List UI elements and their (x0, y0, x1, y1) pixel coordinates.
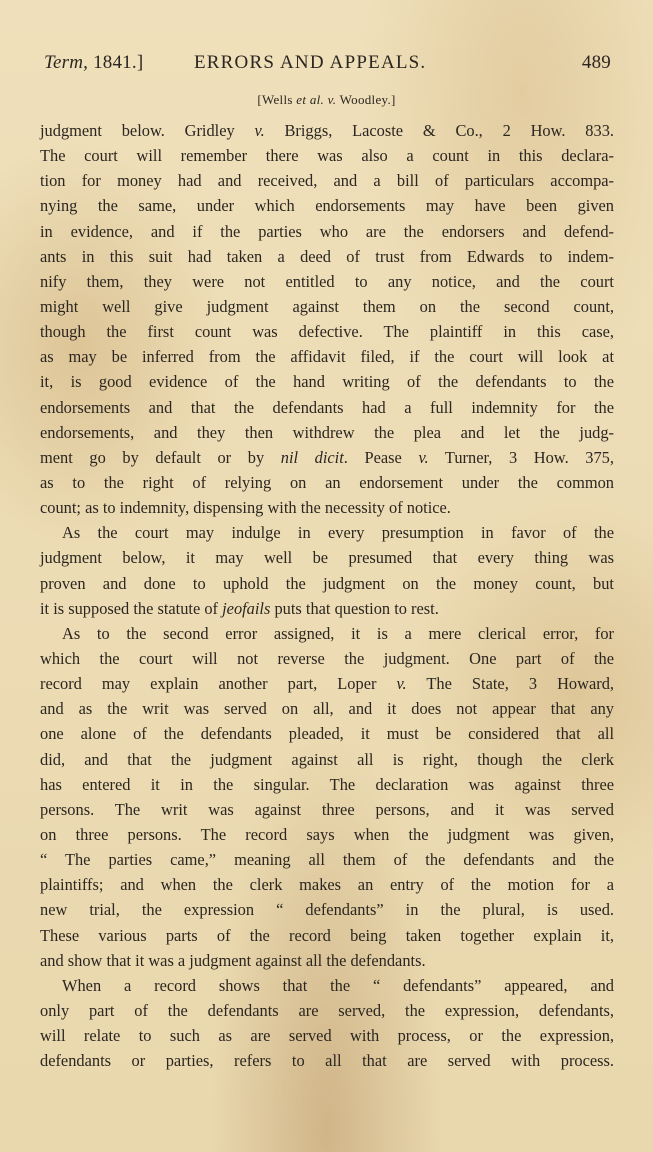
text-line: plaintiffs; and when the clerk makes an entry of the motion for a (40, 875, 614, 895)
text-line: and show that it was a judgment against all the defendants. (40, 950, 426, 970)
text-line: record may explain another part, Loper v. The State, 3 Howard, (40, 674, 614, 694)
running-header (44, 52, 611, 80)
body-text (40, 118, 614, 1073)
text-line: one alone of the defendants pleaded, it must be considered that all (40, 724, 614, 744)
text-line: has entered it in the singular. The declaration was against three (40, 774, 614, 794)
text-line: defendants or parties, refers to all that are served with process. (40, 1051, 614, 1071)
page-number: 489 (581, 52, 611, 73)
text-line: in evidence, and if the parties who are the endorsers and defend- (40, 221, 614, 241)
text-line: judgment below, it may well be presumed that every thing was (40, 548, 614, 568)
case-caption (0, 92, 653, 108)
header-year: 1841.] (93, 52, 144, 73)
text-line: The court will remember there was also a count in this declara- (40, 146, 614, 166)
text-line: As the court may indulge in every presumption in favor of the (62, 523, 614, 543)
text-line: ment go by default or by nil dicit. Pease v. Turner, 3 How. 375, (40, 447, 614, 467)
text-line: “ The parties came,” meaning all them of the defendants and the (40, 850, 614, 870)
text-line: When a record shows that the “ defendants” appeared, and (62, 975, 614, 995)
caption-open: [Wells (257, 92, 297, 107)
text-line: endorsements and that the defendants had a full indemnity for the (40, 397, 614, 417)
caption-v: v. (324, 92, 337, 107)
text-line: As to the second error assigned, it is a mere clerical error, for (62, 623, 614, 643)
text-line: nying the same, under which endorsements may have been given (40, 196, 614, 216)
text-line: which the court will not reverse the judgment. One part of the (40, 648, 614, 668)
header-term (44, 52, 143, 74)
text-line: These various parts of the record being taken together explain it, (40, 925, 614, 945)
text-line: and as the writ was served on all, and it does not appear that any (40, 699, 614, 719)
text-line: count; as to indemnity, dispensing with the necessity of notice. (40, 498, 451, 518)
text-line: persons. The writ was against three persons, and it was served (40, 799, 614, 819)
text-line: though the first count was defective. The plaintiff in this case, (40, 322, 614, 342)
text-line: it, is good evidence of the hand writing of the defendants to the (40, 372, 614, 392)
text-line: as may be inferred from the affidavit filed, if the court will look at (40, 347, 614, 367)
text-line: endorsements, and they then withdrew the plea and let the judg- (40, 422, 614, 442)
text-line: on three persons. The record says when the judgment was given, (40, 824, 614, 844)
caption-etal: et al. (296, 92, 325, 107)
text-line: did, and that the judgment against all is right, though the clerk (40, 749, 614, 769)
text-line: will relate to such as are served with process, or the expression, (40, 1026, 614, 1046)
text-line: as to the right of relying on an endorsement under the common (40, 472, 614, 492)
text-line: tion for money had and received, and a bill of particulars accompa- (40, 171, 614, 191)
text-line: judgment below. Gridley v. Briggs, Lacoste & Co., 2 How. 833. (40, 121, 614, 140)
header-title: ERRORS AND APPEALS. (194, 52, 427, 73)
text-line: might well give judgment against them on the second count, (40, 296, 614, 316)
text-line: it is supposed the statute of jeofails puts that question to rest. (40, 598, 439, 618)
text-line: new trial, the expression “ defendants” in the plural, is used. (40, 900, 614, 920)
text-line: ants in this suit had taken a deed of trust from Edwards to indem- (40, 246, 614, 266)
caption-close: Woodley.] (336, 92, 396, 107)
text-line: only part of the defendants are served, the expression, defendants, (40, 1000, 614, 1020)
text-line: proven and done to uphold the judgment on the money count, but (40, 573, 614, 593)
header-term-word: Term, (44, 52, 89, 73)
text-line: nify them, they were not entitled to any notice, and the court (40, 271, 614, 291)
